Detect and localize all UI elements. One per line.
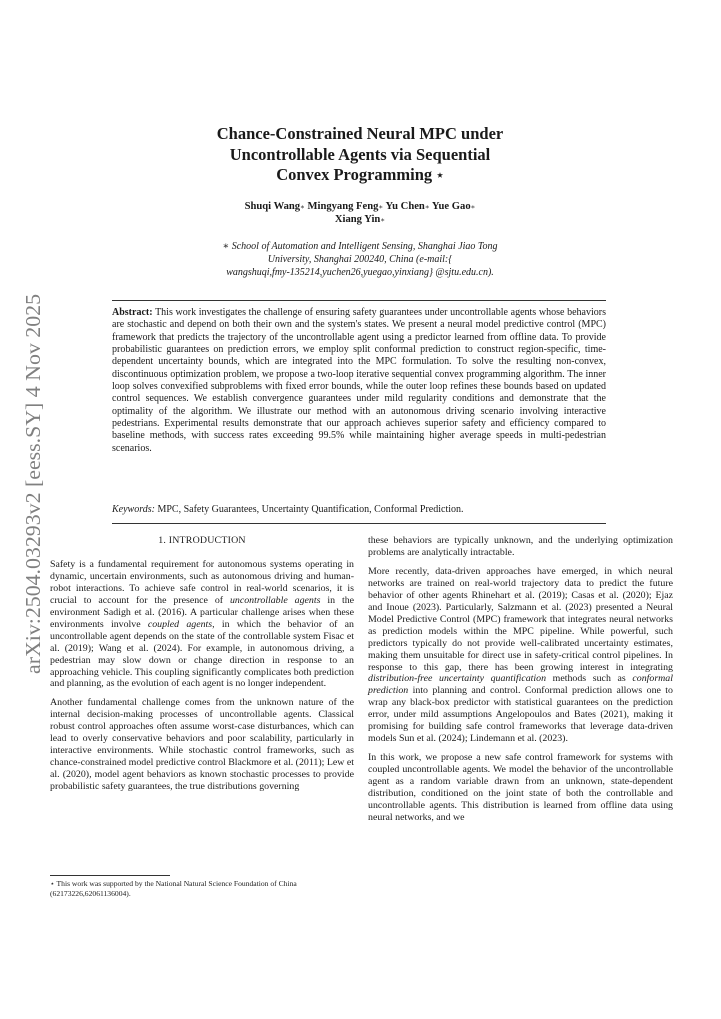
title-line-1: Chance-Constrained Neural MPC under: [216, 124, 504, 143]
affiliation-block: [150, 240, 570, 279]
left-column: [50, 535, 354, 800]
section-heading: 1. INTRODUCTION: [158, 535, 246, 546]
paragraph: More recently, data-driven approaches have emerged, in which neural networks are trained on real-world trajectory data to predict the future behavior of other agents Rhinehart et al. (2019); Casas et al. (2020); Ejaz and Inoue (2023). Particularly, Salzmann et al. (2023) presented a Neural Model Predictive Control (MPC) framework that integrates neural networks as prediction models within the MPC pipeline. While powerful, such predictors typically do not provide well-calibrated uncertainty estimates, making them unsuitable for direct use in safety-critical control pipelines. In response to this gap, there has been growing interest in integrating distribution-free uncertainty quantification methods such as conformal prediction into planning and control. Conformal prediction allows one to wrap any black-box predictor with statistical guarantees on the prediction error, under mild assumptions Angelopoulos and Bates (2021), making it promising for building safe control frameworks that leverage data-driven models Sun et al. (2024); Lindemann et al. (2023).: [368, 565, 673, 745]
authors-line-1: [150, 201, 570, 214]
emphasis: conformal prediction: [368, 673, 673, 697]
paragraph: these behaviors are typically unknown, and the underlying optimization problems are analytically intractable.: [368, 535, 673, 558]
abstract-text: This work investigates the challenge of ensuring safety guarantees under uncontrollable agents whose behaviors are stochastic and depend on both their own and the system's states. We present a neural model predictive control (MPC) framework that predicts the trajectory of the uncontrollable agent using a predictor learned from offline data. To provide probabilistic guarantees on prediction errors, we employ split conformal prediction to construct region-specific, time-dependent uncertainty bounds, which are integrated into the MPC formulation. To solve the resulting non-convex, discontinuous optimization problem, we propose a two-loop iterative sequential convex programming algorithm. The inner loop solves convexified subproblems with fixed error bounds, while the outer loop refines these bounds based on updated control sequences. We establish convergence guarantees under mild regularity conditions and demonstrate that the optimality of the algorithm. We illustrate our method with an autonomous driving scenario involving interactive pedestrians. Experimental results demonstrate that our approach achieves superior safety and efficiency compared to baseline methods, with success rates exceeding 99.5% while maintaining higher average speeds in multi-pedestrian scenarios.: [112, 307, 606, 454]
author-list: [150, 201, 570, 226]
paragraph: Safety is a fundamental requirement for autonomous systems operating in dynamic, uncertain environments, such as autonomous driving and human-robot interactions. To achieve safe control in real-world scenarios, it is crucial to account for the presence of uncontrollable agents in the environment Sadigh et al. (2016). A particular challenge arises when these environments involve coupled agents, in which the behavior of an uncontrollable agent depends on the state of the controllable system Fisac et al. (2019); Wang et al. (2024). For example, in autonomous driving, a pedestrian may slow down or change direction in response to an approaching vehicle. This coupling significantly complicates both prediction and planning, as the evolution of each agent is no longer independent.: [50, 558, 355, 690]
author-name: Xiang Yin: [334, 213, 381, 225]
keywords-block: [112, 504, 606, 524]
paragraph: Another fundamental challenge comes from the unknown nature of the internal decision-making processes of uncontrollable agents. Classical robust control approaches often assume worst-case disturbances, which can lead to overly conservative behaviors and poor scalability, particularly in interactive environments. While stochastic control frameworks, such as chance-constrained model predictive control Blackmore et al. (2011); Lew et al. (2020), model agent behaviors as known stochastic processes to provide probabilistic safety guarantees, the true distributions governing: [50, 697, 354, 793]
paragraph: In this work, we propose a new safe control framework for systems with coupled uncontrollable agents. We model the behavior of the uncontrollable agent as a random variable drawn from an unknown, state-dependent distribution, conditioned on the joint state of both the controllable and uncontrollable agents. This distribution is learned from offline data using neural networks, and we: [368, 752, 673, 823]
affiliation-line-2: University, Shanghai 200240, China (e-mail:{: [267, 254, 453, 265]
arxiv-identifier: [16, 292, 46, 674]
title-line-3: [150, 165, 570, 186]
right-column: [368, 535, 673, 831]
author-name: Shuqi Wang: [244, 201, 301, 212]
abstract-label: Abstract:: [112, 307, 153, 318]
emphasis: distribution-free uncertainty quantification: [368, 673, 547, 685]
emphasis: uncontrollable agents: [229, 594, 321, 606]
title-line-3-text: Convex Programming: [276, 165, 433, 184]
affiliation-mark: ∗: [380, 215, 386, 224]
affiliation-line-3: wangshuqi,fmy-135214,yuchen26,yuegao,yinxiang} @sjtu.edu.cn).: [226, 267, 494, 278]
affiliation-mark: ∗: [424, 203, 430, 211]
affiliation-mark: ∗: [378, 203, 384, 211]
keywords-label: Keywords:: [112, 504, 155, 515]
footnote: [50, 875, 354, 899]
abstract-block: [112, 300, 606, 455]
arxiv-identifier-text: arXiv:2504.03293v2 [eess.SY] 4 Nov 2025: [21, 300, 45, 674]
affiliation-mark: ∗: [300, 203, 305, 211]
keywords-text: MPC, Safety Guarantees, Uncertainty Quantification, Conformal Prediction.: [157, 504, 464, 515]
title-footnote-mark: ⋆: [436, 168, 444, 182]
emphasis: coupled agents: [147, 618, 213, 630]
authors-line-2: [150, 214, 570, 227]
author-name: Yu Chen: [385, 201, 425, 212]
affiliation-line-1: ∗ School of Automation and Intelligent Sensing, Shanghai Jiao Tong: [222, 241, 498, 252]
footnote-mark: ⋆: [50, 879, 55, 888]
author-name: Mingyang Feng: [307, 201, 379, 212]
affiliation-mark: ∗: [470, 203, 476, 211]
footnote-text: This work was supported by the National Natural Science Foundation of China (62173226,62061136004).: [50, 879, 297, 898]
title-line-2: Uncontrollable Agents via Sequential: [229, 144, 491, 164]
author-name: Yue Gao: [431, 201, 471, 212]
paper-title: [150, 124, 570, 186]
